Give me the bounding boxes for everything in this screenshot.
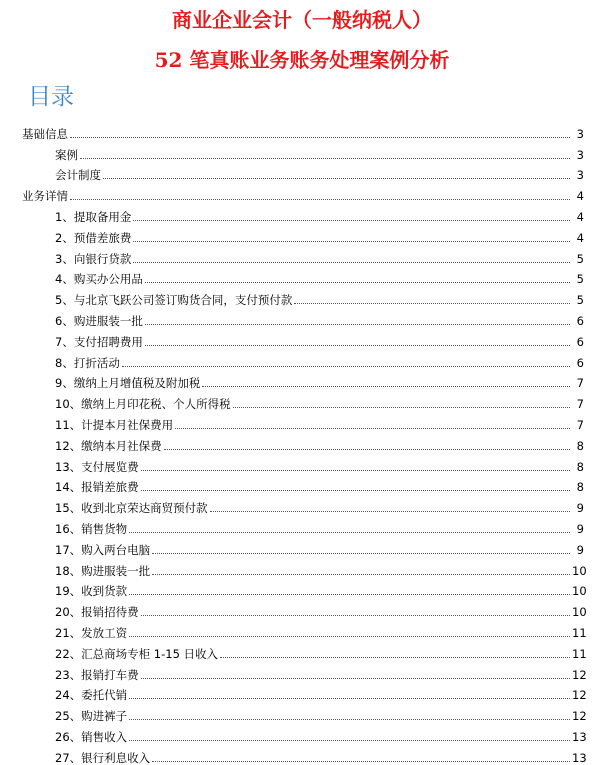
dot-leader (129, 740, 570, 741)
toc-entry[interactable] (22, 224, 584, 245)
toc-entry-title: 11、计提本月社保费用 (55, 417, 174, 432)
toc-entry-title: 10、缴纳上月印花税、个人所得税 (55, 397, 231, 412)
dot-leader (103, 178, 570, 179)
toc-page-number: 6 (576, 334, 584, 349)
toc-page-number: 11 (572, 646, 587, 661)
dot-leader (129, 532, 570, 533)
toc-entry[interactable] (22, 411, 584, 432)
toc-entry-title: 业务详情 (22, 189, 68, 204)
toc-entry[interactable] (22, 619, 587, 640)
toc-entry-title: 18、购进服装一批 (55, 563, 151, 578)
toc-entry[interactable] (22, 307, 584, 328)
toc-entry-title: 15、收到北京荣达商贸预付款 (55, 501, 208, 516)
toc-entry[interactable] (22, 598, 587, 620)
toc-entry[interactable] (22, 370, 584, 391)
toc-entry[interactable] (22, 453, 584, 474)
toc-page-number: 7 (576, 376, 584, 391)
toc-entry[interactable] (22, 432, 584, 453)
toc-entry[interactable] (22, 744, 587, 765)
toc-entry[interactable] (22, 557, 587, 578)
toc-page-number: 4 (576, 209, 584, 224)
toc-entry-title: 21、发放工资 (55, 625, 128, 640)
toc-entry-title: 5、与北京飞跃公司签订购货合同，支付预付款 (55, 293, 293, 308)
toc-entry[interactable] (22, 494, 584, 515)
dot-leader (129, 594, 570, 595)
toc-entry-title: 3、向银行贷款 (55, 251, 132, 266)
toc-entry[interactable] (22, 203, 584, 224)
toc-page-number: 3 (576, 126, 584, 141)
toc-entry-title: 16、销售货物 (55, 521, 128, 536)
toc-entry[interactable] (22, 640, 587, 661)
dot-leader (129, 719, 570, 720)
toc-page-number: 8 (576, 438, 584, 453)
toc-page-number: 7 (576, 397, 584, 412)
toc-page-number: 12 (572, 667, 587, 682)
toc-entry[interactable] (22, 682, 587, 703)
dot-leader (202, 386, 570, 387)
toc-page-number: 13 (572, 729, 587, 744)
dot-leader (294, 303, 570, 304)
toc-entry-title: 23、报销打车费 (55, 667, 139, 682)
toc-entry-title: 27、银行利息收入 (55, 750, 151, 765)
toc-entry-title: 13、支付展览费 (55, 459, 139, 474)
dot-leader (80, 158, 570, 159)
toc-page-number: 5 (576, 293, 584, 308)
dot-leader (141, 490, 570, 491)
toc-entry-title: 8、打折活动 (55, 355, 120, 370)
dot-leader (133, 220, 570, 221)
dot-leader (145, 345, 570, 346)
toc-entry[interactable] (22, 328, 584, 349)
toc-page-number: 3 (576, 147, 584, 162)
dot-leader (233, 407, 570, 408)
toc-heading: 目录 (28, 84, 74, 110)
toc-page-number: 10 (572, 563, 587, 578)
dot-leader (210, 511, 570, 512)
dot-leader (175, 428, 570, 429)
dot-leader (152, 553, 570, 554)
toc-entry[interactable] (22, 141, 584, 162)
dot-leader (164, 449, 570, 450)
document-subtitle: 52 笔真账业务账务处理案例分析 (154, 48, 450, 72)
dot-leader (133, 241, 570, 242)
toc-page-number: 10 (572, 584, 587, 599)
toc-page-number: 5 (576, 251, 584, 266)
toc-page-number: 10 (572, 605, 587, 620)
toc-entry[interactable] (22, 349, 584, 370)
toc-entry-title: 4、购买办公用品 (55, 272, 143, 287)
toc-entry[interactable] (22, 286, 584, 307)
toc-entry-title: 12、缴纳本月社保费 (55, 438, 162, 453)
toc-entry-title: 基础信息 (22, 126, 68, 141)
dot-leader (70, 137, 570, 138)
dot-leader (133, 262, 570, 263)
dot-leader (145, 324, 570, 325)
toc-entry[interactable] (22, 723, 587, 744)
toc-entry-title: 26、销售收入 (55, 729, 128, 744)
toc-entry-title: 6、购进服装一批 (55, 313, 143, 328)
toc-entry[interactable] (22, 266, 584, 287)
toc-page-number: 9 (576, 521, 584, 536)
document-title: 商业企业会计（一般纳税人） (172, 8, 432, 32)
toc-entry-title: 19、收到货款 (55, 584, 128, 599)
toc-page-number: 12 (572, 688, 587, 703)
toc-entry[interactable] (22, 536, 584, 557)
toc-entry[interactable] (22, 515, 584, 536)
toc-entry-title: 会计制度 (55, 168, 101, 183)
toc-entry[interactable] (22, 390, 584, 411)
toc-entry[interactable] (22, 661, 587, 682)
toc-section-entry[interactable] (22, 182, 584, 203)
toc-entry-title: 7、支付招聘费用 (55, 334, 143, 349)
toc-entry-title: 20、报销招待费 (55, 605, 139, 620)
toc-entry-title: 22、汇总商场专柜 1-15 日收入 (55, 646, 219, 661)
toc-section-entry[interactable] (22, 120, 584, 141)
toc-page-number: 4 (576, 189, 584, 204)
toc-entry-title: 17、购入两台电脑 (55, 542, 151, 557)
toc-entry-title: 25、购进裤子 (55, 709, 128, 724)
toc-page-number: 9 (576, 542, 584, 557)
toc-page-number: 13 (572, 750, 587, 765)
dot-leader (145, 282, 570, 283)
dot-leader (129, 698, 570, 699)
toc-page-number: 5 (576, 272, 584, 287)
dot-leader (220, 657, 570, 658)
toc-page-number: 11 (572, 625, 587, 640)
toc-entry-title: 9、缴纳上月增值税及附加税 (55, 376, 201, 391)
dot-leader (70, 199, 570, 200)
toc-page-number: 6 (576, 313, 584, 328)
toc-entry[interactable] (22, 578, 587, 599)
table-of-contents (22, 120, 587, 765)
toc-entry-title: 案例 (55, 147, 78, 162)
toc-page-number: 3 (576, 168, 584, 183)
toc-entry[interactable] (22, 474, 584, 495)
toc-entry[interactable] (22, 245, 584, 266)
toc-entry[interactable] (22, 162, 584, 183)
toc-entry[interactable] (22, 702, 587, 724)
dot-leader (152, 574, 570, 575)
toc-page-number: 4 (576, 230, 584, 245)
dot-leader (141, 470, 570, 471)
dot-leader (122, 366, 570, 367)
toc-entry-title: 14、报销差旅费 (55, 480, 139, 495)
toc-page-number: 6 (576, 355, 584, 370)
toc-entry-title: 1、提取备用金 (55, 209, 132, 224)
toc-entry-title: 24、委托代销 (55, 688, 128, 703)
toc-page-number: 9 (576, 501, 584, 516)
toc-page-number: 12 (572, 709, 587, 724)
dot-leader (129, 636, 570, 637)
dot-leader (152, 761, 570, 762)
dot-leader (141, 615, 570, 616)
toc-page-number: 8 (576, 480, 584, 495)
toc-entry-title: 2、预借差旅费 (55, 230, 132, 245)
dot-leader (141, 678, 570, 679)
toc-page-number: 8 (576, 459, 584, 474)
toc-page-number: 7 (576, 417, 584, 432)
